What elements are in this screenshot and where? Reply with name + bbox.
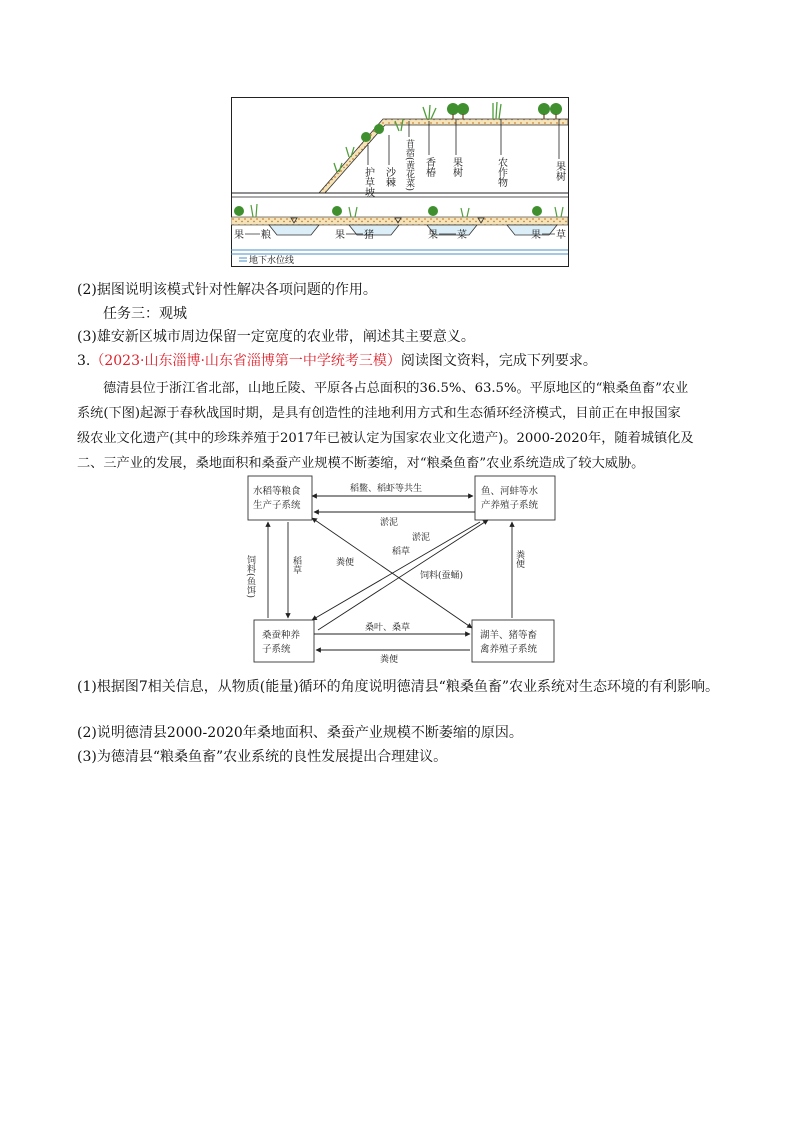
box-live-line1: 湖羊、猪等畜 [480, 630, 538, 641]
box-live-line2: 禽养殖子系统 [480, 644, 538, 655]
arrow-label-bottom-left: 粪便 [380, 655, 399, 665]
box-sericulture-subsystem [254, 620, 314, 662]
arrow-label-left-inner: 稻草 [291, 556, 301, 574]
row-label-4: 猪 [364, 230, 374, 241]
box-rice-line1: 水稻等粮食 [253, 486, 301, 497]
box-rice-subsystem [248, 476, 312, 520]
paragraph-line: 二、三产业的发展，桑地面积和桑蚕产业规模不断萎缩，对“粮桑鱼畜”农业系统造成了较大威胁。 [77, 456, 645, 471]
label-guoshu-2: 果树 [553, 161, 565, 181]
box-aqua-line1: 鱼、河蚌等水 [481, 486, 539, 497]
arrow-label-diag-feed: 饲料(蚕蛹) [420, 571, 464, 581]
arrow-label-diag-manure: 粪便 [336, 558, 355, 568]
label-shaji: 沙棘 [383, 167, 395, 187]
arrow-label-left-vertical: 饲料(鱼饵) [245, 555, 255, 599]
row-label-7: 果 [531, 230, 541, 241]
arrow-label-diag-silt: 淤泥 [412, 533, 431, 543]
paragraph-line: 系统(下图)起源于春秋战国时期，是具有创造性的洼地利用方式和生态循环经济模式，目前正在申报国家 [77, 406, 681, 421]
paragraph-line: 德清县位于浙江省北部，山地丘陵、平原各占总面积的36.5%、63.5%。平原地区的“粮桑鱼畜”农业 [103, 381, 689, 396]
label-xiangchun: 香椿 [423, 157, 435, 177]
item-instruction: 阅读图文资料，完成下列要求。 [400, 353, 597, 369]
arrow-label-right-vertical: 粪便 [514, 550, 524, 568]
row-label-2: 粮 [261, 230, 271, 241]
row-label-8: 草 [556, 230, 566, 241]
label-guoshu-1: 果树 [450, 157, 462, 177]
label-hupo: 护草坡 [362, 167, 374, 197]
row-label-5: 果 [428, 230, 438, 241]
row-label-6: 菜 [457, 230, 467, 241]
item-3-header [77, 351, 597, 371]
box-seri-line2: 子系统 [262, 644, 291, 655]
row-label-1: 果 [234, 230, 244, 241]
item-source[interactable]: （2023·山东淄博·山东省淄博第一中学统考三模） [90, 353, 401, 369]
subsystem-flow-diagram [240, 470, 565, 670]
arrow-label-top-right: 稻鳖、稻虾等共生 [350, 484, 423, 494]
box-aquaculture-subsystem [475, 476, 555, 520]
item-number: 3. [77, 353, 91, 369]
terrace-diagram [231, 97, 569, 267]
box-aqua-line2: 产养殖子系统 [481, 500, 539, 511]
paragraph-line: 级农业文化遗产(其中的珍珠养殖于2017年已被认定为国家农业文化遗产)。2000-2020年，随着城镇化及 [77, 431, 694, 446]
item-3-question-1: (1)根据图7相关信息，从物质(能量)循环的角度说明德清县“粮桑鱼畜”农业系统对生态环境的有利影响。 [77, 679, 719, 695]
label-muxu: 苜蓿(黄花菜) [404, 139, 414, 192]
box-seri-line1: 桑蚕种养 [262, 630, 301, 641]
task-3-heading: 任务三：观城 [103, 306, 187, 322]
arrow-label-diag-straw: 稻草 [392, 547, 411, 557]
item-3-question-3: (3)为德清县“粮桑鱼畜”农业系统的良性发展提出合理建议。 [77, 749, 448, 765]
box-rice-line2: 生产子系统 [253, 500, 301, 511]
question-2-text: (2)据图说明该模式针对性解决各项问题的作用。 [77, 282, 377, 298]
arrow-label-top-left: 淤泥 [380, 518, 399, 528]
box-livestock-subsystem [472, 620, 554, 662]
label-nongzuowu: 农作物 [495, 157, 507, 187]
item-3-question-2: (2)说明德清县2000-2020年桑地面积、桑蚕产业规模不断萎缩的原因。 [77, 725, 523, 741]
item-3-paragraph [77, 376, 727, 476]
legend-groundwater: 地下水位线 [249, 256, 295, 266]
arrow-label-bottom-right: 桑叶、桑草 [365, 623, 411, 633]
row-label-3: 果 [335, 230, 345, 241]
question-3-text: (3)雄安新区城市周边保留一定宽度的农业带，阐述其主要意义。 [77, 329, 475, 345]
